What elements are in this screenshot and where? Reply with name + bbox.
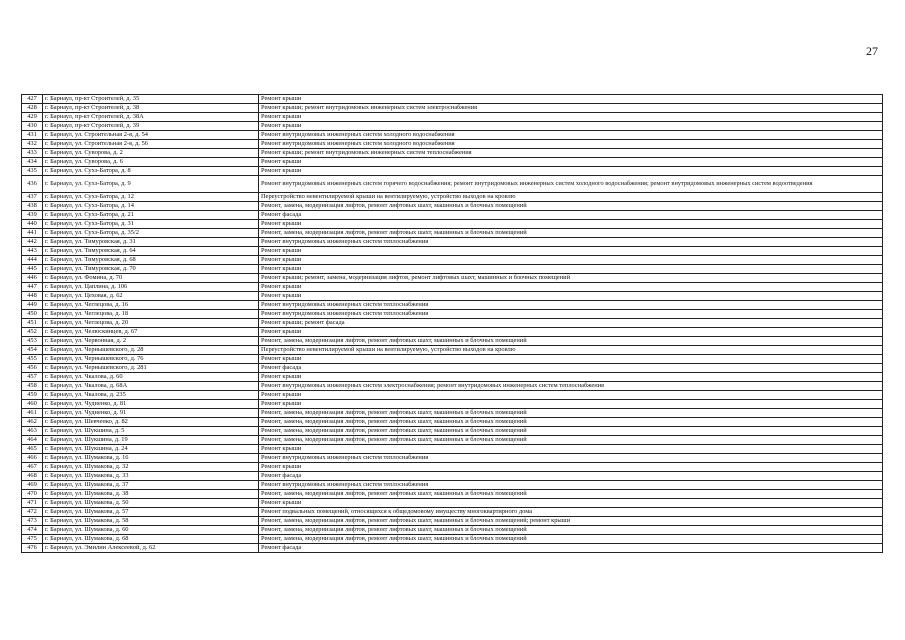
table-row: [22, 409, 883, 418]
table-row: [22, 176, 883, 193]
table-row: [22, 247, 883, 256]
address-cell: г. Барнаул, ул. Сухэ-Батора, д. 31: [43, 220, 259, 229]
table-row: [22, 292, 883, 301]
row-number-cell: 462: [22, 418, 43, 427]
address-cell: г. Барнаул, ул. Строительная 2-я, д. 56: [43, 140, 259, 149]
address-cell: г. Барнаул, ул. Чернышевского, д. 28: [43, 346, 259, 355]
table-row: [22, 454, 883, 463]
work-type-cell: Ремонт крыши: [259, 400, 883, 409]
address-cell: г. Барнаул, ул. Чеглецова, д. 16: [43, 301, 259, 310]
address-cell: г. Барнаул, пр-кт Строителей, д. 35: [43, 95, 259, 104]
work-type-cell: Ремонт крыши: [259, 158, 883, 167]
table-row: [22, 113, 883, 122]
address-cell: г. Барнаул, ул. Сухэ-Батора, д. 12: [43, 193, 259, 202]
work-type-cell: Ремонт внутридомовых инженерных систем холодного водоснабжения: [259, 131, 883, 140]
row-number-cell: 439: [22, 211, 43, 220]
row-number-cell: 470: [22, 490, 43, 499]
row-number-cell: 469: [22, 481, 43, 490]
work-type-cell: Ремонт крыши: [259, 328, 883, 337]
row-number-cell: 446: [22, 274, 43, 283]
row-number-cell: 434: [22, 158, 43, 167]
work-type-cell: Ремонт крыши; ремонт фасада: [259, 319, 883, 328]
work-type-cell: Ремонт крыши: [259, 391, 883, 400]
address-cell: г. Барнаул, пр-кт Строителей, д. 39: [43, 122, 259, 131]
table-row: [22, 220, 883, 229]
row-number-cell: 443: [22, 247, 43, 256]
table-row: [22, 436, 883, 445]
table-row: [22, 301, 883, 310]
work-type-cell: Ремонт внутридомовых инженерных систем теплоснабжения: [259, 238, 883, 247]
work-type-cell: Ремонт, замена, модернизация лифтов, ремонт лифтовых шахт, машинных и блочных помещений: [259, 535, 883, 544]
row-number-cell: 455: [22, 355, 43, 364]
work-type-cell: Ремонт крыши: [259, 499, 883, 508]
table-row: [22, 256, 883, 265]
address-cell: г. Барнаул, ул. Чудненко, д. 91: [43, 409, 259, 418]
table-row: [22, 202, 883, 211]
work-type-cell: Ремонт, замена, модернизация лифтов, ремонт лифтовых шахт, машинных и блочных помещений; ремонт крыши: [259, 517, 883, 526]
work-type-cell: Ремонт крыши: [259, 265, 883, 274]
row-number-cell: 431: [22, 131, 43, 140]
work-type-cell: Ремонт крыши: [259, 113, 883, 122]
table-row: [22, 418, 883, 427]
address-cell: г. Барнаул, ул. Эмилии Алексеевой, д. 62: [43, 544, 259, 553]
address-cell: г. Барнаул, ул. Цаплина, д. 106: [43, 283, 259, 292]
table-row: [22, 229, 883, 238]
table-row: [22, 373, 883, 382]
table-row: [22, 140, 883, 149]
work-type-cell: Переустройство невентилируемой крыши на вентилируемую, устройство выходов на кровлю: [259, 346, 883, 355]
row-number-cell: 466: [22, 454, 43, 463]
work-type-cell: Ремонт фасада: [259, 211, 883, 220]
row-number-cell: 473: [22, 517, 43, 526]
work-type-cell: Ремонт крыши: [259, 220, 883, 229]
table-row: [22, 391, 883, 400]
work-type-cell: Ремонт крыши: [259, 247, 883, 256]
table-row: [22, 211, 883, 220]
table-row: [22, 193, 883, 202]
address-cell: г. Барнаул, ул. Тимуровская, д. 70: [43, 265, 259, 274]
table-row: [22, 499, 883, 508]
table-row: [22, 149, 883, 158]
work-type-cell: Ремонт крыши: [259, 292, 883, 301]
address-cell: г. Барнаул, ул. Шумакова, д. 58: [43, 517, 259, 526]
table-row: [22, 95, 883, 104]
work-type-cell: Переустройство невентилируемой крыши на вентилируемую, устройство выходов на кровлю: [259, 193, 883, 202]
row-number-cell: 429: [22, 113, 43, 122]
table-row: [22, 265, 883, 274]
work-type-cell: Ремонт, замена, модернизация лифтов, ремонт лифтовых шахт, машинных и блочных помещений: [259, 202, 883, 211]
row-number-cell: 440: [22, 220, 43, 229]
address-cell: г. Барнаул, ул. Шевченко, д. 82: [43, 418, 259, 427]
address-cell: г. Барнаул, ул. Шумакова, д. 60: [43, 526, 259, 535]
address-cell: г. Барнаул, ул. Сухэ-Батора, д. 21: [43, 211, 259, 220]
table-row: [22, 427, 883, 436]
work-type-cell: Ремонт внутридомовых инженерных систем теплоснабжения: [259, 481, 883, 490]
row-number-cell: 459: [22, 391, 43, 400]
row-number-cell: 430: [22, 122, 43, 131]
address-cell: г. Барнаул, ул. Чкалова, д. 235: [43, 391, 259, 400]
address-cell: г. Барнаул, ул. Шумакова, д. 33: [43, 472, 259, 481]
row-number-cell: 463: [22, 427, 43, 436]
work-type-cell: Ремонт внутридомовых инженерных систем теплоснабжения: [259, 454, 883, 463]
table-row: [22, 364, 883, 373]
table-row: [22, 158, 883, 167]
work-type-cell: Ремонт внутридомовых инженерных систем теплоснабжения: [259, 301, 883, 310]
work-type-cell: Ремонт фасада: [259, 364, 883, 373]
address-cell: г. Барнаул, ул. Шумакова, д. 50: [43, 499, 259, 508]
address-cell: г. Барнаул, ул. Суворова, д. 2: [43, 149, 259, 158]
address-cell: г. Барнаул, пр-кт Строителей, д. 38А: [43, 113, 259, 122]
row-number-cell: 435: [22, 167, 43, 176]
address-cell: г. Барнаул, ул. Шукшина, д. 24: [43, 445, 259, 454]
address-cell: г. Барнаул, пр-кт Строителей, д. 38: [43, 104, 259, 113]
row-number-cell: 474: [22, 526, 43, 535]
address-cell: г. Барнаул, ул. Шумакова, д. 57: [43, 508, 259, 517]
address-cell: г. Барнаул, ул. Чудненко, д. 81: [43, 400, 259, 409]
row-number-cell: 467: [22, 463, 43, 472]
table-row: [22, 283, 883, 292]
address-cell: г. Барнаул, ул. Чеглецова, д. 20: [43, 319, 259, 328]
row-number-cell: 444: [22, 256, 43, 265]
row-number-cell: 452: [22, 328, 43, 337]
work-type-cell: Ремонт, замена, модернизация лифтов, ремонт лифтовых шахт, машинных и блочных помещений: [259, 526, 883, 535]
address-cell: г. Барнаул, ул. Сухэ-Батора, д. 35/2: [43, 229, 259, 238]
table-row: [22, 481, 883, 490]
row-number-cell: 464: [22, 436, 43, 445]
row-number-cell: 428: [22, 104, 43, 113]
table-row: [22, 463, 883, 472]
row-number-cell: 445: [22, 265, 43, 274]
row-number-cell: 460: [22, 400, 43, 409]
work-type-cell: Ремонт крыши; ремонт внутридомовых инженерных систем электроснабжения: [259, 104, 883, 113]
row-number-cell: 437: [22, 193, 43, 202]
row-number-cell: 476: [22, 544, 43, 553]
address-cell: г. Барнаул, ул. Челюскинцев, д. 67: [43, 328, 259, 337]
work-type-cell: Ремонт внутридомовых инженерных систем электроснабжения; ремонт внутридомовых инженерных систем теплоснабжения: [259, 382, 883, 391]
row-number-cell: 472: [22, 508, 43, 517]
table-row: [22, 517, 883, 526]
address-cell: г. Барнаул, ул. Строительная 2-я, д. 54: [43, 131, 259, 140]
table-row: [22, 508, 883, 517]
table-row: [22, 355, 883, 364]
table-row: [22, 167, 883, 176]
table-row: [22, 535, 883, 544]
work-type-cell: Ремонт подвальных помещений, относящихся к общедомовому имуществу многоквартирного дома: [259, 508, 883, 517]
address-cell: г. Барнаул, ул. Сухэ-Батора, д. 8: [43, 167, 259, 176]
table-row: [22, 104, 883, 113]
work-type-cell: Ремонт крыши; ремонт внутридомовых инженерных систем теплоснабжения: [259, 149, 883, 158]
address-cell: г. Барнаул, ул. Шумакова, д. 16: [43, 454, 259, 463]
row-number-cell: 454: [22, 346, 43, 355]
row-number-cell: 438: [22, 202, 43, 211]
address-cell: г. Барнаул, ул. Тимуровская, д. 68: [43, 256, 259, 265]
row-number-cell: 461: [22, 409, 43, 418]
table-row: [22, 238, 883, 247]
work-type-cell: Ремонт внутридомовых инженерных систем холодного водоснабжения: [259, 140, 883, 149]
row-number-cell: 468: [22, 472, 43, 481]
row-number-cell: 427: [22, 95, 43, 104]
work-type-cell: Ремонт внутридомовых инженерных систем теплоснабжения: [259, 310, 883, 319]
work-type-cell: Ремонт крыши: [259, 445, 883, 454]
repair-schedule-table-container: [21, 94, 883, 553]
work-type-cell: Ремонт крыши: [259, 167, 883, 176]
table-row: [22, 382, 883, 391]
row-number-cell: 433: [22, 149, 43, 158]
address-cell: г. Барнаул, ул. Шумакова, д. 32: [43, 463, 259, 472]
address-cell: г. Барнаул, ул. Чернышевского, д. 76: [43, 355, 259, 364]
address-cell: г. Барнаул, ул. Чеглецова, д. 18: [43, 310, 259, 319]
row-number-cell: 451: [22, 319, 43, 328]
table-row: [22, 328, 883, 337]
row-number-cell: 457: [22, 373, 43, 382]
work-type-cell: Ремонт крыши: [259, 463, 883, 472]
row-number-cell: 436: [22, 176, 43, 193]
address-cell: г. Барнаул, ул. Шумакова, д. 37: [43, 481, 259, 490]
address-cell: г. Барнаул, ул. Чернышевского, д. 281: [43, 364, 259, 373]
table-row: [22, 337, 883, 346]
work-type-cell: Ремонт, замена, модернизация лифтов, ремонт лифтовых шахт, машинных и блочных помещений: [259, 229, 883, 238]
table-row: [22, 526, 883, 535]
table-row: [22, 310, 883, 319]
row-number-cell: 465: [22, 445, 43, 454]
row-number-cell: 447: [22, 283, 43, 292]
work-type-cell: Ремонт крыши: [259, 373, 883, 382]
work-type-cell: Ремонт фасада: [259, 472, 883, 481]
row-number-cell: 449: [22, 301, 43, 310]
row-number-cell: 432: [22, 140, 43, 149]
page-number: 27: [866, 44, 878, 58]
address-cell: г. Барнаул, ул. Суворова, д. 6: [43, 158, 259, 167]
row-number-cell: 458: [22, 382, 43, 391]
row-number-cell: 448: [22, 292, 43, 301]
work-type-cell: Ремонт, замена, модернизация лифтов, ремонт лифтовых шахт, машинных и блочных помещений: [259, 436, 883, 445]
table-row: [22, 122, 883, 131]
address-cell: г. Барнаул, ул. Тимуровская, д. 64: [43, 247, 259, 256]
table-row: [22, 274, 883, 283]
work-type-cell: Ремонт внутридомовых инженерных систем горячего водоснабжения; ремонт внутридомовых инженерных систем холодного водоснабжения; ремонт внутридомовых инженерных систем водоотведения: [259, 176, 883, 193]
row-number-cell: 442: [22, 238, 43, 247]
work-type-cell: Ремонт крыши; ремонт, замена, модернизация лифтов, ремонт лифтовых шахт, машинных и блочных помещений: [259, 274, 883, 283]
work-type-cell: Ремонт крыши: [259, 122, 883, 131]
table-body: [22, 95, 883, 553]
work-type-cell: Ремонт, замена, модернизация лифтов, ремонт лифтовых шахт, машинных и блочных помещений: [259, 418, 883, 427]
row-number-cell: 456: [22, 364, 43, 373]
table-row: [22, 490, 883, 499]
address-cell: г. Барнаул, ул. Тимуровская, д. 31: [43, 238, 259, 247]
work-type-cell: Ремонт крыши: [259, 256, 883, 265]
work-type-cell: Ремонт крыши: [259, 283, 883, 292]
work-type-cell: Ремонт крыши: [259, 355, 883, 364]
work-type-cell: Ремонт, замена, модернизация лифтов, ремонт лифтовых шахт, машинных и блочных помещений: [259, 427, 883, 436]
table-row: [22, 346, 883, 355]
work-type-cell: Ремонт крыши: [259, 95, 883, 104]
address-cell: г. Барнаул, ул. Сухэ-Батора, д. 14: [43, 202, 259, 211]
row-number-cell: 453: [22, 337, 43, 346]
table-row: [22, 445, 883, 454]
work-type-cell: Ремонт, замена, модернизация лифтов, ремонт лифтовых шахт, машинных и блочных помещений: [259, 490, 883, 499]
table-row: [22, 472, 883, 481]
address-cell: г. Барнаул, ул. Червонная, д. 2: [43, 337, 259, 346]
address-cell: г. Барнаул, ул. Шукшина, д. 19: [43, 436, 259, 445]
address-cell: г. Барнаул, ул. Сухэ-Батора, д. 9: [43, 176, 259, 193]
address-cell: г. Барнаул, ул. Чкалова, д. 68А: [43, 382, 259, 391]
table-row: [22, 319, 883, 328]
repair-schedule-table: [21, 94, 883, 553]
address-cell: г. Барнаул, ул. Цеховая, д. 62: [43, 292, 259, 301]
address-cell: г. Барнаул, ул. Чкалова, д. 60: [43, 373, 259, 382]
work-type-cell: Ремонт, замена, модернизация лифтов, ремонт лифтовых шахт, машинных и блочных помещений: [259, 409, 883, 418]
address-cell: г. Барнаул, ул. Фомина, д. 70: [43, 274, 259, 283]
table-row: [22, 400, 883, 409]
row-number-cell: 441: [22, 229, 43, 238]
address-cell: г. Барнаул, ул. Шукшина, д. 5: [43, 427, 259, 436]
row-number-cell: 475: [22, 535, 43, 544]
address-cell: г. Барнаул, ул. Шумакова, д. 38: [43, 490, 259, 499]
table-row: [22, 131, 883, 140]
row-number-cell: 471: [22, 499, 43, 508]
work-type-cell: Ремонт фасада: [259, 544, 883, 553]
work-type-cell: Ремонт, замена, модернизация лифтов, ремонт лифтовых шахт, машинных и блочных помещений: [259, 337, 883, 346]
table-row: [22, 544, 883, 553]
address-cell: г. Барнаул, ул. Шумакова, д. 68: [43, 535, 259, 544]
row-number-cell: 450: [22, 310, 43, 319]
